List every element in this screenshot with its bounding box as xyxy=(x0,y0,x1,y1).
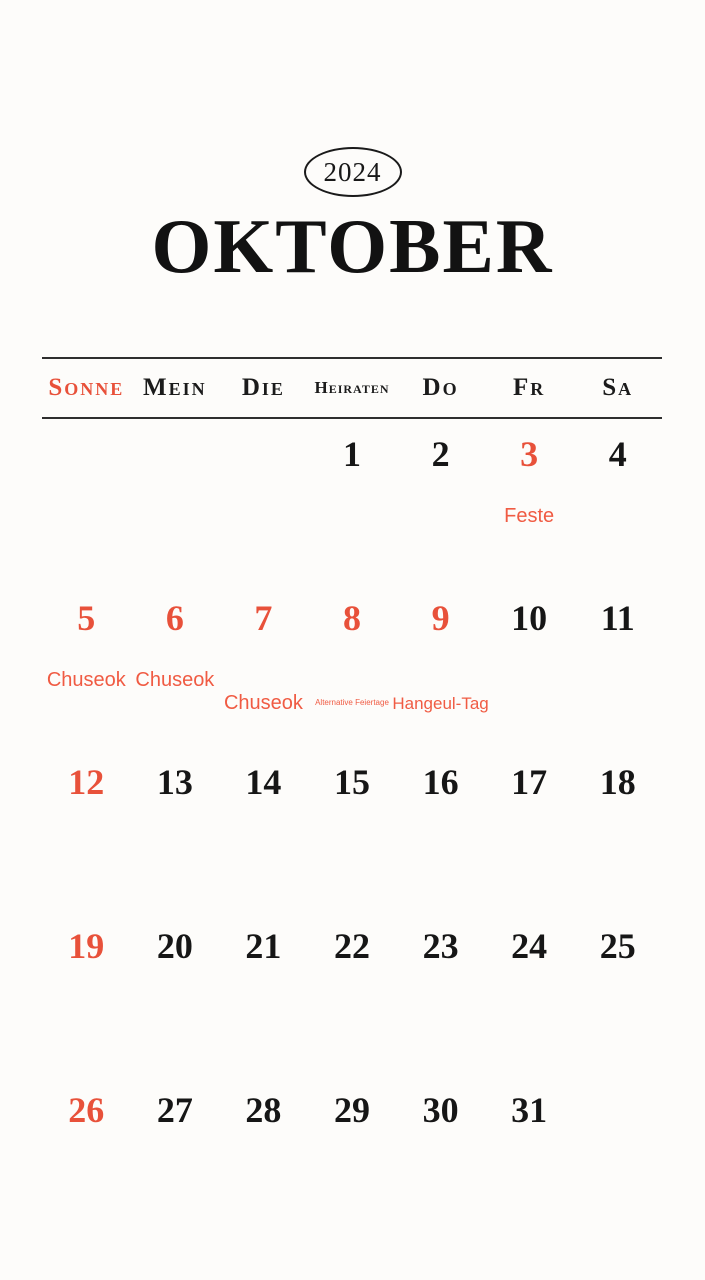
day-number: 24 xyxy=(511,926,548,966)
day-number: 12 xyxy=(68,762,105,802)
day-cell-19 xyxy=(42,911,131,1075)
weekday-sunday: Sonne xyxy=(48,374,125,401)
day-number: 8 xyxy=(342,598,361,638)
day-cell-empty xyxy=(42,419,131,583)
weekday-thursday: Do xyxy=(422,374,459,401)
day-cell-13 xyxy=(131,747,220,911)
day-number: 30 xyxy=(422,1090,459,1130)
day-number: 20 xyxy=(156,926,193,966)
event-label: Hangeul-Tag xyxy=(392,694,489,713)
weekday-friday: Fr xyxy=(512,374,546,401)
day-cell-30 xyxy=(396,1075,485,1239)
day-number: 28 xyxy=(245,1090,282,1130)
day-cell-20 xyxy=(131,911,220,1075)
day-cell-24 xyxy=(485,911,574,1075)
calendar xyxy=(42,357,662,1239)
day-cell-15 xyxy=(308,747,397,911)
day-number: 11 xyxy=(600,598,635,638)
event-label: Chuseok xyxy=(135,669,215,691)
day-cell-23 xyxy=(396,911,485,1075)
day-number: 21 xyxy=(245,926,282,966)
day-number: 9 xyxy=(431,598,450,638)
day-cell-22 xyxy=(308,911,397,1075)
weekday-monday: Mein xyxy=(143,374,207,401)
day-number: 19 xyxy=(68,926,105,966)
day-number: 18 xyxy=(599,762,636,802)
day-cell-8 xyxy=(308,583,397,747)
day-cell-empty xyxy=(219,419,308,583)
day-number: 1 xyxy=(342,434,361,474)
day-cell-27 xyxy=(131,1075,220,1239)
day-number: 16 xyxy=(422,762,459,802)
day-number: 5 xyxy=(77,598,96,638)
day-number: 22 xyxy=(333,926,370,966)
day-cell-16 xyxy=(396,747,485,911)
weekday-saturday: Sa xyxy=(602,374,634,401)
day-number: 14 xyxy=(245,762,282,802)
day-cell-29 xyxy=(308,1075,397,1239)
day-number: 7 xyxy=(254,598,273,638)
day-cell-2 xyxy=(396,419,485,583)
day-cell-7 xyxy=(219,583,308,747)
day-cell-14 xyxy=(219,747,308,911)
year-badge xyxy=(304,147,402,197)
event-label: Feste xyxy=(504,505,555,527)
day-number: 15 xyxy=(333,762,370,802)
day-number: 4 xyxy=(608,434,627,474)
day-number: 23 xyxy=(422,926,459,966)
day-cell-28 xyxy=(219,1075,308,1239)
day-number: 6 xyxy=(165,598,184,638)
day-number: 3 xyxy=(520,434,539,474)
weekday-wednesday: Heiraten xyxy=(314,378,390,397)
day-cell-10 xyxy=(485,583,574,747)
day-cell-4 xyxy=(573,419,662,583)
event-label: Chuseok xyxy=(223,692,303,714)
day-number: 25 xyxy=(599,926,636,966)
event-label: Alternative Feiertage xyxy=(315,698,389,707)
day-cell-empty xyxy=(131,419,220,583)
day-number: 13 xyxy=(156,762,193,802)
event-label: Chuseok xyxy=(46,669,126,691)
calendar-grid xyxy=(42,419,662,1239)
day-cell-17 xyxy=(485,747,574,911)
day-cell-3 xyxy=(485,419,574,583)
day-number: 29 xyxy=(333,1090,370,1130)
month-title: OKTOBER xyxy=(151,203,554,289)
day-cell-12 xyxy=(42,747,131,911)
day-cell-empty xyxy=(573,1075,662,1239)
day-cell-9 xyxy=(392,583,489,747)
day-number: 2 xyxy=(431,434,450,474)
day-cell-5 xyxy=(42,583,131,747)
day-number: 31 xyxy=(511,1090,548,1130)
day-number: 10 xyxy=(511,598,548,638)
year-label: 2024 xyxy=(323,156,382,187)
day-cell-26 xyxy=(42,1075,131,1239)
day-number: 17 xyxy=(511,762,548,802)
day-cell-25 xyxy=(573,911,662,1075)
day-cell-21 xyxy=(219,911,308,1075)
day-number: 27 xyxy=(156,1090,193,1130)
day-cell-31 xyxy=(485,1075,574,1239)
weekday-tuesday: Die xyxy=(241,374,285,401)
day-cell-1 xyxy=(308,419,397,583)
day-cell-18 xyxy=(573,747,662,911)
day-number: 26 xyxy=(68,1090,105,1130)
day-cell-11 xyxy=(573,583,662,747)
weekday-header-row xyxy=(42,357,662,419)
day-cell-6 xyxy=(131,583,220,747)
